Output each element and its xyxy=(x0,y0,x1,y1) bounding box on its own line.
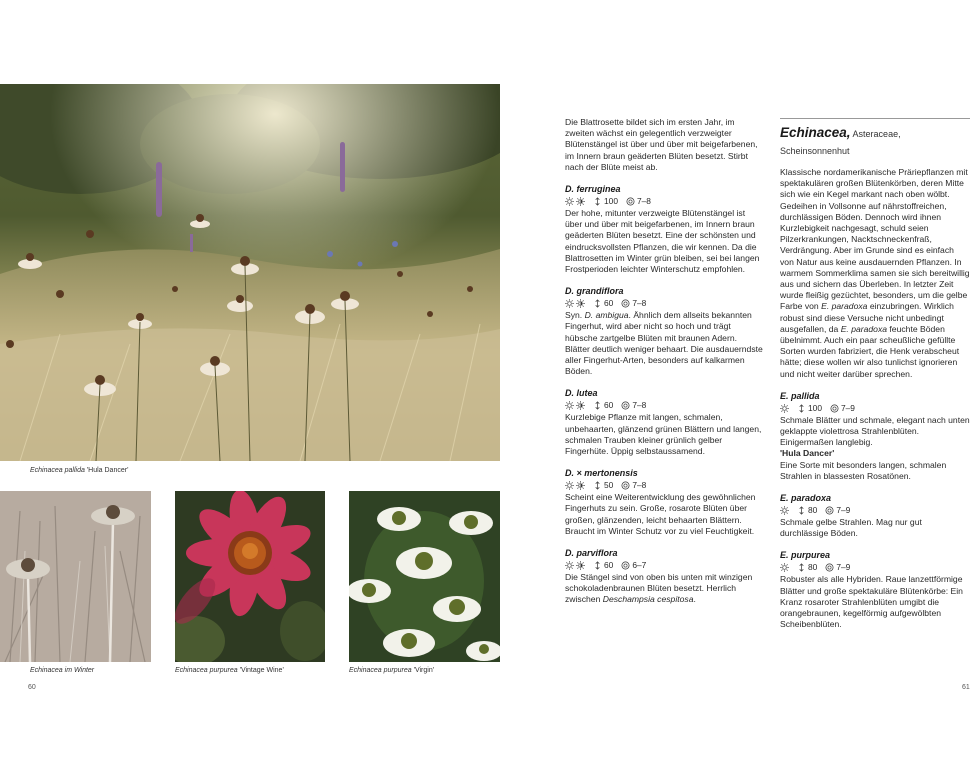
hardiness-zone-icon xyxy=(621,481,630,490)
genus-intro: Klassische nordamerikanische Präriepflanzen mit spektakulären großen Blütenkörben, deren Mitte sich wie ein Kegel markant nach oben wölbt. Gedeihen in Vollsonne auf nährstoffreichen, durchlässigen Böden. Dennoch wird ihnen Kurzlebigkeit nachgesagt, schuld seien Pilzerkrankungen, Nacktschneckenfraß, Verdrängung. Aber im Grunde sind es einfach von Natur aus keine ausdauernden Pflanzen. In warmem Sommerklima samen sie sich bereitwillig aus und sichern das Überleben. In letzter Zeit wurde fleißig gezüchtet, besonders, um die gelbe Farbe von E. paradoxa einzubringen. Wirklich robust sind diese Versuche nicht unbedingt ausgefallen, da E. paradoxa feuchte Böden übelnimmt. Auch ein paar scheußliche gefüllte Sorten wurden fabriziert, die Henk verabscheut hätte; diese wollen wir also tunlichst ignorieren und nicht weiter darüber sprechen. xyxy=(780,167,970,379)
plant-meta: 100 7–8 xyxy=(565,195,763,208)
intro-paragraph: Die Blattrosette bildet sich im ersten Jahr, im zweiten wächst ein gelegentlich verzweigter Blütenstängel ist über und über mit beigefarbenen, im Innern braun geäderten Blüten besetzt. Stirbt nach der Blüte meist ab. xyxy=(565,117,758,172)
hardiness-zone-icon xyxy=(626,197,635,206)
hardiness-zone-icon xyxy=(825,506,834,515)
entry-title: E. purpurea xyxy=(780,550,831,561)
entry-title: D. lutea xyxy=(565,388,598,399)
entry-title: E. paradoxa xyxy=(780,493,832,504)
page-number-left: 60 xyxy=(28,684,36,691)
hardiness-zone-icon xyxy=(621,401,630,410)
half-sun-icon xyxy=(576,401,585,410)
plant-meta: 50 7–8 xyxy=(565,479,763,492)
height-icon xyxy=(797,404,806,413)
cultivar-name: 'Hula Dancer' xyxy=(780,448,835,459)
hardiness-zone-icon xyxy=(621,561,630,570)
height-icon xyxy=(593,197,602,206)
entry-title: D. × mertonensis xyxy=(565,468,638,479)
caption-vintage-wine: Echinacea purpurea 'Vintage Wine' xyxy=(175,667,284,674)
entry-title: D. ferruginea xyxy=(565,184,621,195)
caption-main: Echinacea pallida 'Hula Dancer' xyxy=(30,467,129,474)
page-number-right: 61 xyxy=(962,684,970,691)
half-sun-icon xyxy=(576,561,585,570)
height-icon xyxy=(593,561,602,570)
main-photo-echinacea-pallida xyxy=(0,84,500,461)
plant-meta: 100 7–9 xyxy=(780,402,970,415)
height-icon xyxy=(593,481,602,490)
height-icon xyxy=(797,563,806,572)
plant-meta: 80 7–9 xyxy=(780,561,970,574)
caption-winter: Echinacea im Winter xyxy=(30,667,95,674)
section-rule xyxy=(780,118,970,119)
plant-meta: 60 7–8 xyxy=(565,399,763,412)
half-sun-icon xyxy=(576,197,585,206)
genus-heading: Echinacea, Asteraceae, Scheinsonnenhut xyxy=(780,125,901,156)
height-icon xyxy=(797,506,806,515)
sun-icon xyxy=(565,299,574,308)
sun-icon xyxy=(565,401,574,410)
plant-meta: 60 7–8 xyxy=(565,297,763,310)
height-icon xyxy=(593,299,602,308)
entry-title: E. pallida xyxy=(780,390,820,401)
height-icon xyxy=(593,401,602,410)
plant-meta: 80 7–9 xyxy=(780,504,970,517)
photo-echinacea-vintage-wine xyxy=(175,491,325,662)
hardiness-zone-icon xyxy=(830,404,839,413)
hardiness-zone-icon xyxy=(825,563,834,572)
column-digitalis: Die Blattrosette bildet sich im ersten Jahr, im zweiten wächst ein gelegentlich verzweigter Blütenstängel ist über und über mit beigefarbenen, im Innern braun geäderten Blüten besetzt. Stirbt nach der Blüte meist ab. D. ferruginea 100 7–8 Der hohe, mitunter verzweigte Blütenstängel ist über und über mit beigefarbenen, im Innern braun geäderten Blüten besetzt. Eine der schönsten und eindrucksvollsten Pflanzen, die wir kennen. Da die Blattrosetten im Winter grün bleiben, sei bei langen Frostperioden leichter Winterschutz empfohlen. D. grandiflora 60 7–8 Syn. D. ambigua. Ähnlich dem allseits bekannten Fingerhut, wird aber nicht so hoch und trägt hübsche zartgelbe Blüten mit braunen Adern. Blätter deutlich weniger behaart. Die ausdauerndste aller Fingerhut-Arten, besonders auf kalkarmen Böden. D. lutea 60 7–8 Kurzlebige Pflanze mit langen, schmalen, unbehaarten, glänzend grünen Blättern und langen, schmalen Trauben kleiner grünlich gelber Fingerhüte. Üppig selbstaussamend. D. × mertonensis 50 7–8 Scheint eine Weiterentwicklung des gewöhnlichen Fingerhuts zu sein. Große, rosarote Blüten über großen, glänzenden, leicht behaarten Blättern. Braucht im Winter Schutz vor zu viel Feuchtigkeit. D. parviflora 60 6–7 Die Stängel sind von oben bis unten mit winzigen schokoladenbraunen Blüten besetzt. Herrlich zwischen Deschampsia cespitosa. xyxy=(565,117,763,605)
sun-icon xyxy=(565,481,574,490)
sun-icon xyxy=(780,506,789,515)
plant-meta: 60 6–7 xyxy=(565,559,763,572)
photo-echinacea-virgin xyxy=(349,491,500,662)
hardiness-zone-icon xyxy=(621,299,630,308)
sun-icon xyxy=(780,563,789,572)
caption-virgin: Echinacea purpurea 'Virgin' xyxy=(349,667,435,674)
sun-icon xyxy=(565,561,574,570)
column-echinacea: Echinacea, Asteraceae, Scheinsonnenhut Klassische nordamerikanische Präriepflanzen mit spektakulären großen Blütenkörben, deren Mitte sich wie ein Kegel markant nach oben wölbt. Gedeihen in Vollsonne auf nährstoffreichen, durchlässigen Böden. Dennoch wird ihnen Kurzlebigkeit nachgesagt, schuld seien Pilzerkrankungen, Nacktschneckenfraß, Verdrängung. Aber im Grunde sind es einfach von Natur aus keine ausdauernden Pflanzen. In warmem Sommerklima samen sie sich bereitwillig aus und sichern das Überleben. In letzter Zeit wurde fleißig gezüchtet, besonders, um die gelbe Farbe von E. paradoxa einzubringen. Wirklich robust sind diese Versuche nicht unbedingt ausgefallen, da E. paradoxa feuchte Böden übelnimmt. Auch ein paar scheußliche gefüllte Sorten wurden fabriziert, die Henk verabscheut hätte; diese wollen wir also tunlichst ignorieren und nicht weiter darüber sprechen. E. pallida 100 7–9 Schmale Blätter und schmale, elegant nach unten geklappte violettrosa Strahlenblüten. Einigermaßen langlebig. 'Hula Dancer' Eine Sorte mit besonders langen, schmalen Strahlen in blassesten Rosatönen. E. paradoxa 80 7–9 Schmale gelbe Strahlen. Mag nur gut durchlässige Böden. E. purpurea 80 7–9 Robuster als alle Hybriden. Raue lanzettförmige Blätter und große spektakuläre Blütenkörbe: Ein Kranz rosaroter Strahlenblüten umgibt die orangebraunen, kegelförmig aufgewölbten Scheibenblüten. xyxy=(780,125,970,630)
entry-title: D. grandiflora xyxy=(565,286,624,297)
photo-echinacea-winter xyxy=(0,491,151,662)
half-sun-icon xyxy=(576,481,585,490)
half-sun-icon xyxy=(576,299,585,308)
sun-icon xyxy=(565,197,574,206)
entry-title: D. parviflora xyxy=(565,548,618,559)
sun-icon xyxy=(780,404,789,413)
